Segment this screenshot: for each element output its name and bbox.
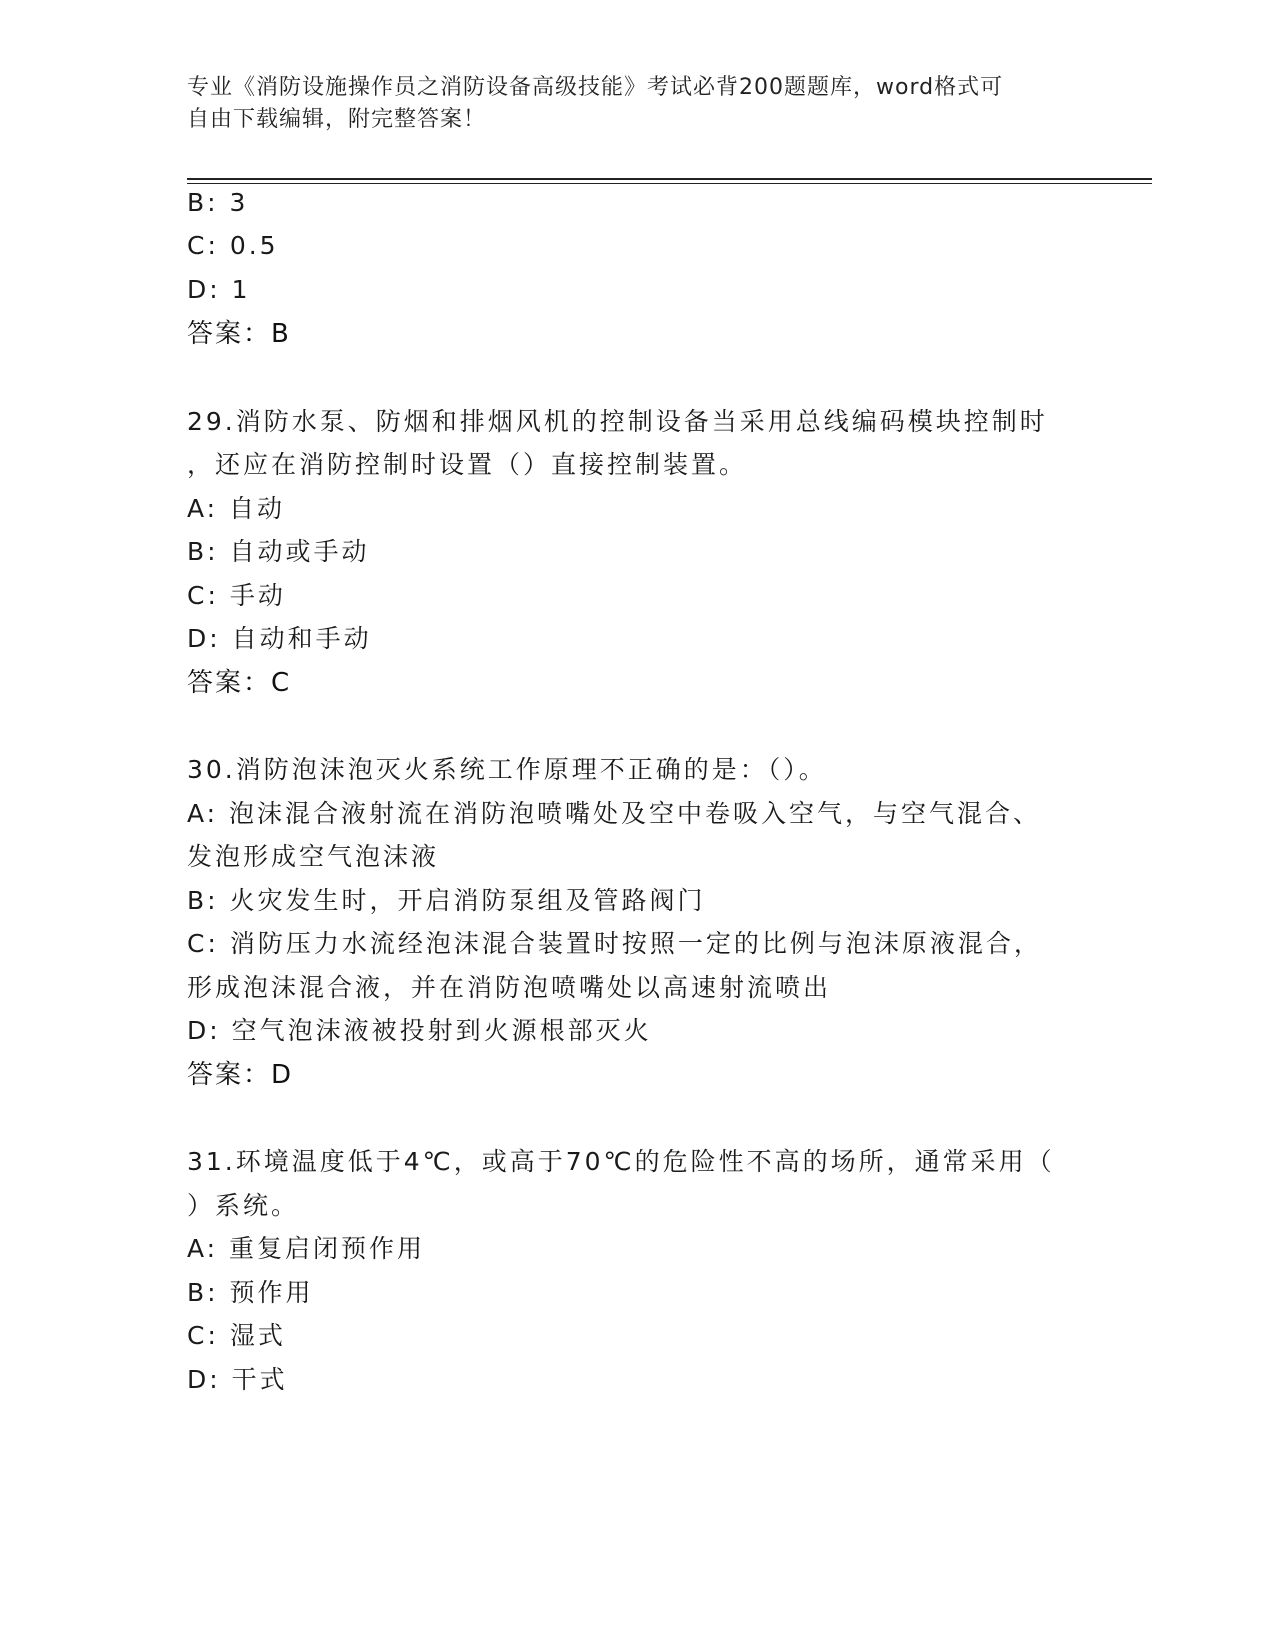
q28-option-c: C: 0.5 xyxy=(187,231,279,260)
q29-option-d: D: 自动和手动 xyxy=(187,624,372,653)
q30-option-c-line-1: C: 消防压力水流经泡沫混合装置时按照一定的比例与泡沫原液混合， xyxy=(187,929,1042,958)
q29-option-a: A: 自动 xyxy=(187,494,286,523)
q31-option-c: C: 湿式 xyxy=(187,1321,286,1350)
q30-option-a-line-2: 发泡形成空气泡沫液 xyxy=(187,842,440,871)
q29-stem-line-2: ，还应在消防控制时设置（）直接控制装置。 xyxy=(187,450,748,479)
q30-option-c-line-2: 形成泡沫混合液，并在消防泡喷嘴处以高速射流喷出 xyxy=(187,973,832,1002)
q30-stem: 30.消防泡沫泡灭火系统工作原理不正确的是：（）。 xyxy=(187,755,827,784)
q28-option-d: D: 1 xyxy=(187,275,251,304)
header-divider-thin xyxy=(187,183,1152,184)
header-line-1: 专业《消防设施操作员之消防设备高级技能》考试必背200题题库，word格式可 xyxy=(187,75,1004,100)
q30-answer: 答案：D xyxy=(187,1060,294,1090)
q30-option-a-line-1: A: 泡沫混合液射流在消防泡喷嘴处及空中卷吸入空气，与空气混合、 xyxy=(187,799,1042,828)
q31-option-d: D: 干式 xyxy=(187,1365,288,1394)
header-line-2: 自由下载编辑，附完整答案！ xyxy=(187,107,487,132)
header-divider-thick xyxy=(187,178,1152,180)
q29-option-b: B: 自动或手动 xyxy=(187,537,370,566)
q29-stem-line-1: 29.消防水泵、防烟和排烟风机的控制设备当采用总线编码模块控制时 xyxy=(187,407,1048,436)
q28-answer: 答案：B xyxy=(187,319,291,349)
q31-stem-line-1: 31.环境温度低于4℃，或高于70℃的危险性不高的场所，通常采用（ xyxy=(187,1147,1055,1176)
q31-option-b: B: 预作用 xyxy=(187,1278,314,1307)
q29-answer: 答案：C xyxy=(187,668,292,698)
q30-option-d: D: 空气泡沫液被投射到火源根部灭火 xyxy=(187,1016,652,1045)
q31-stem-line-2: ）系统。 xyxy=(187,1191,300,1220)
q31-option-a: A: 重复启闭预作用 xyxy=(187,1234,426,1263)
q29-option-c: C: 手动 xyxy=(187,581,286,610)
q30-option-b: B: 火灾发生时，开启消防泵组及管路阀门 xyxy=(187,886,706,915)
document-header xyxy=(187,72,1067,136)
q28-option-b: B: 3 xyxy=(187,188,249,217)
